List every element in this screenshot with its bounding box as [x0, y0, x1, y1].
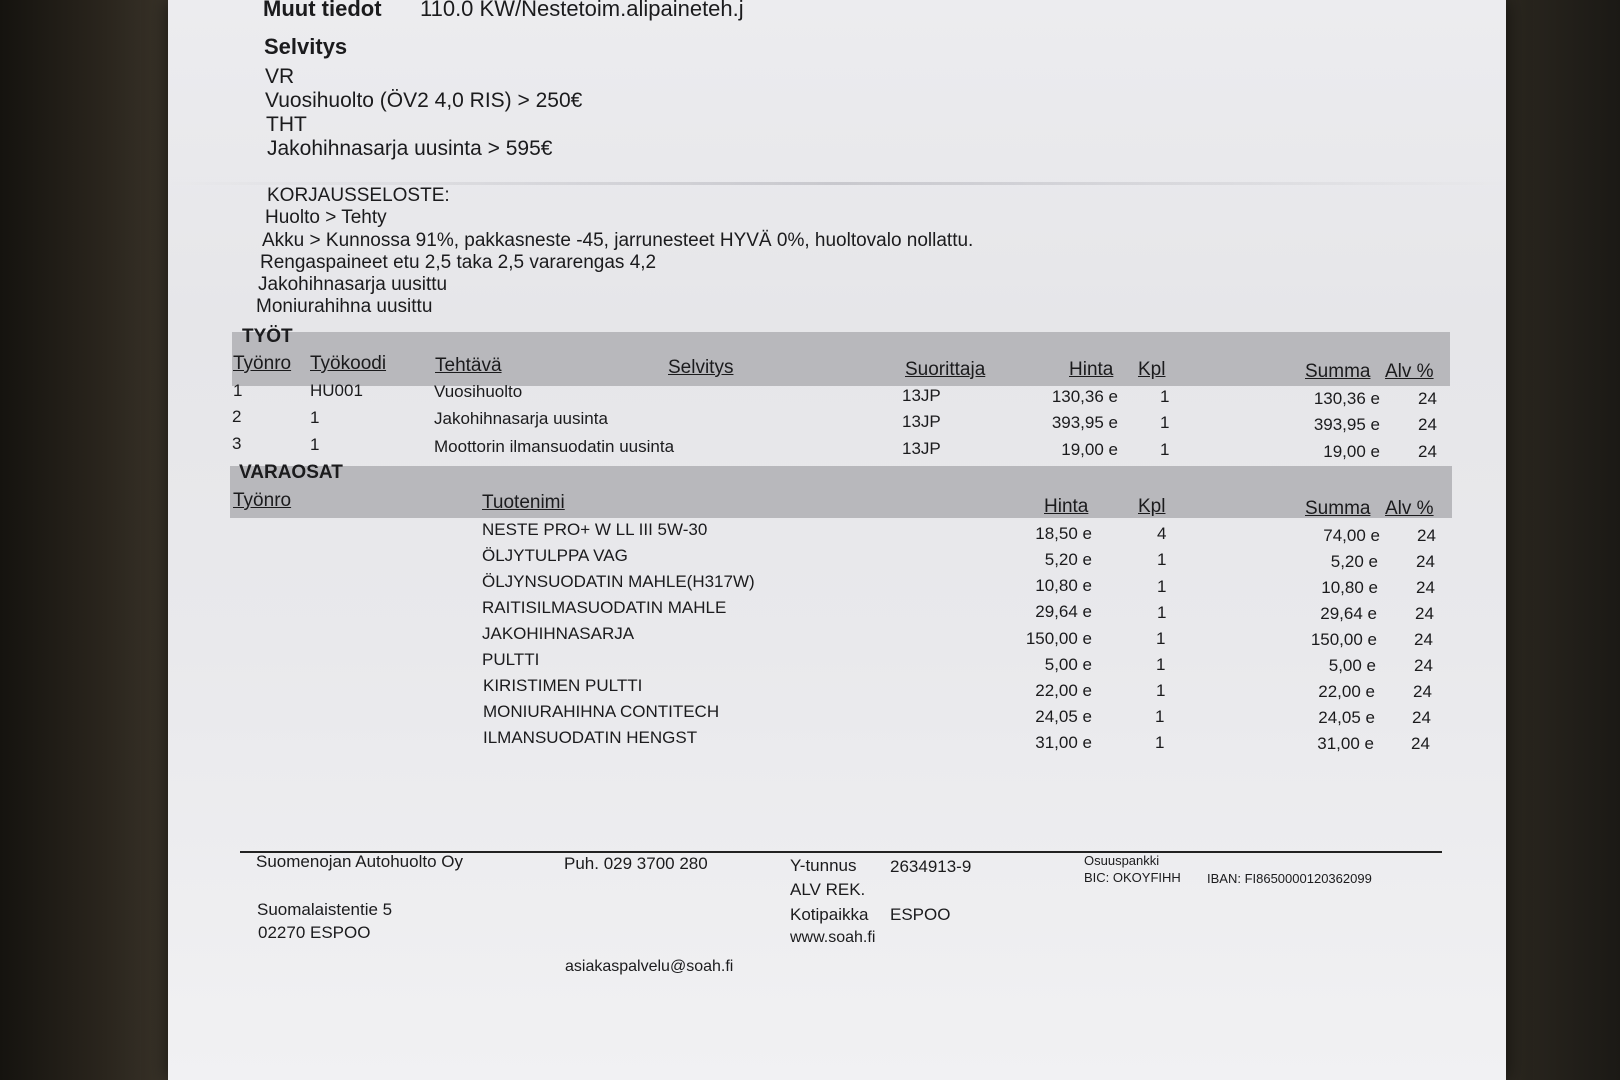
selvitys-line: VR	[265, 65, 295, 88]
varaosat-cell-hinta: 18,50 e	[1035, 524, 1092, 543]
tyot-cell-suorittaja: 13JP	[902, 386, 941, 405]
varaosat-col-kpl: Kpl	[1138, 496, 1166, 517]
selvitys-line: Jakohihnasarja uusinta > 595€	[267, 137, 553, 160]
muut-tiedot-value: 110.0 KW/Nestetoim.alipaineteh.j	[420, 0, 744, 21]
varaosat-cell-summa: 5,20 e	[1330, 552, 1378, 571]
varaosat-col-tyonro: Työnro	[233, 490, 292, 511]
varaosat-cell-tuotenimi: ÖLJYNSUODATIN MAHLE(H317W)	[482, 572, 755, 591]
background-left	[0, 0, 175, 1080]
selvitys-line: THT	[266, 113, 307, 136]
tyot-title: TYÖT	[242, 326, 293, 347]
korjausseloste-line: Huolto > Tehty	[265, 207, 387, 228]
background-right	[1495, 0, 1620, 1080]
varaosat-title: VARAOSAT	[239, 462, 343, 483]
varaosat-cell-hinta: 29,64 e	[1035, 602, 1092, 621]
varaosat-cell-summa: 5,00 e	[1328, 656, 1376, 675]
tyot-cell-tyonro: 1	[233, 381, 243, 400]
tyot-cell-tyokoodi: 1	[310, 435, 320, 454]
tyot-cell-kpl: 1	[1160, 387, 1170, 406]
varaosat-cell-alv: 24	[1416, 552, 1435, 571]
varaosat-col-summa: Summa	[1305, 498, 1371, 519]
footer-kotipaikka-label: Kotipaikka	[790, 905, 869, 924]
varaosat-cell-kpl: 1	[1157, 603, 1167, 622]
muut-tiedot-label: Muut tiedot	[263, 0, 382, 21]
tyot-cell-tyokoodi: HU001	[310, 381, 363, 400]
tyot-cell-alv: 24	[1418, 389, 1437, 408]
footer-iban: IBAN: FI8650000120362099	[1207, 871, 1372, 886]
varaosat-cell-alv: 24	[1417, 526, 1436, 545]
korjausseloste-title: KORJAUSSELOSTE:	[267, 185, 450, 206]
varaosat-cell-alv: 24	[1414, 630, 1433, 649]
varaosat-cell-summa: 31,00 e	[1317, 734, 1374, 753]
varaosat-cell-kpl: 1	[1155, 733, 1165, 752]
tyot-cell-kpl: 1	[1160, 413, 1170, 432]
tyot-cell-tyonro: 3	[232, 434, 242, 453]
varaosat-col-alv: Alv %	[1385, 498, 1434, 519]
varaosat-cell-kpl: 1	[1157, 577, 1167, 596]
footer-street: Suomalaistentie 5	[257, 900, 393, 919]
tyot-cell-summa: 19,00 e	[1323, 442, 1380, 461]
footer-bank: Osuuspankki	[1084, 853, 1160, 868]
footer-alv-rek: ALV REK.	[790, 880, 866, 899]
korjausseloste-line: Jakohihnasarja uusittu	[258, 274, 448, 295]
tyot-cell-summa: 130,36 e	[1313, 389, 1380, 408]
tyot-cell-suorittaja: 13JP	[902, 439, 941, 458]
tyot-col-tyokoodi: Työkoodi	[310, 353, 387, 374]
varaosat-cell-tuotenimi: ILMANSUODATIN HENGST	[483, 728, 698, 747]
varaosat-cell-summa: 29,64 e	[1320, 604, 1377, 623]
varaosat-cell-summa: 22,00 e	[1318, 682, 1375, 701]
varaosat-cell-tuotenimi: RAITISILMASUODATIN MAHLE	[482, 598, 727, 617]
selvitys-line: Vuosihuolto (ÖV2 4,0 RIS) > 250€	[265, 89, 583, 112]
varaosat-cell-kpl: 4	[1157, 524, 1167, 543]
varaosat-cell-tuotenimi: MONIURAHIHNA CONTITECH	[483, 702, 720, 721]
footer-bic: BIC: OKOYFIHH	[1084, 870, 1181, 885]
varaosat-cell-kpl: 1	[1155, 707, 1165, 726]
tyot-cell-tehtava: Jakohihnasarja uusinta	[434, 409, 608, 428]
varaosat-cell-hinta: 22,00 e	[1035, 681, 1092, 700]
tyot-col-tyonro: Työnro	[233, 353, 292, 374]
varaosat-cell-summa: 10,80 e	[1321, 578, 1378, 597]
varaosat-cell-kpl: 1	[1157, 550, 1167, 569]
footer-phone: Puh. 029 3700 280	[564, 854, 708, 873]
tyot-header-band	[232, 332, 1450, 386]
footer-web: www.soah.fi	[790, 929, 876, 946]
footer-ytunnus-label: Y-tunnus	[790, 856, 857, 875]
varaosat-col-tuotenimi: Tuotenimi	[482, 492, 565, 513]
footer-company: Suomenojan Autohuolto Oy	[256, 852, 463, 871]
tyot-col-hinta: Hinta	[1069, 359, 1114, 380]
tyot-col-kpl: Kpl	[1138, 359, 1166, 380]
varaosat-cell-summa: 24,05 e	[1318, 708, 1375, 727]
tyot-cell-tehtava: Moottorin ilmansuodatin uusinta	[434, 437, 675, 456]
tyot-col-suorittaja: Suorittaja	[905, 359, 986, 380]
varaosat-cell-alv: 24	[1416, 578, 1435, 597]
footer-postal: 02270 ESPOO	[258, 923, 371, 942]
varaosat-cell-summa: 150,00 e	[1310, 630, 1377, 649]
varaosat-cell-hinta: 150,00 e	[1025, 629, 1092, 648]
varaosat-cell-alv: 24	[1414, 656, 1433, 675]
footer-ytunnus-value: 2634913-9	[890, 857, 972, 876]
selvitys-title: Selvitys	[264, 34, 348, 59]
varaosat-cell-tuotenimi: ÖLJYTULPPA VAG	[482, 546, 628, 565]
varaosat-col-hinta: Hinta	[1044, 496, 1089, 517]
varaosat-cell-hinta: 10,80 e	[1035, 576, 1092, 595]
footer-kotipaikka-value: ESPOO	[890, 905, 951, 924]
varaosat-cell-alv: 24	[1413, 682, 1432, 701]
tyot-cell-hinta: 393,95 e	[1051, 413, 1118, 432]
tyot-cell-tyonro: 2	[232, 407, 242, 426]
tyot-cell-alv: 24	[1418, 415, 1437, 434]
varaosat-cell-hinta: 31,00 e	[1035, 733, 1092, 752]
tyot-col-summa: Summa	[1305, 361, 1371, 382]
varaosat-cell-kpl: 1	[1156, 629, 1166, 648]
varaosat-cell-tuotenimi: JAKOHIHNASARJA	[482, 624, 635, 643]
tyot-cell-tehtava: Vuosihuolto	[434, 382, 523, 401]
tyot-cell-suorittaja: 13JP	[902, 412, 941, 431]
tyot-col-alv: Alv %	[1385, 361, 1434, 382]
varaosat-cell-kpl: 1	[1156, 681, 1166, 700]
tyot-cell-tyokoodi: 1	[310, 408, 320, 427]
varaosat-cell-alv: 24	[1411, 734, 1430, 753]
varaosat-cell-kpl: 1	[1156, 655, 1166, 674]
tyot-cell-kpl: 1	[1160, 440, 1170, 459]
varaosat-cell-hinta: 5,20 e	[1044, 550, 1092, 569]
varaosat-cell-alv: 24	[1412, 708, 1431, 727]
footer-email: asiakaspalvelu@soah.fi	[565, 958, 734, 975]
tyot-cell-alv: 24	[1418, 442, 1437, 461]
varaosat-cell-hinta: 5,00 e	[1044, 655, 1092, 674]
tyot-cell-hinta: 19,00 e	[1061, 440, 1118, 459]
varaosat-cell-hinta: 24,05 e	[1035, 707, 1092, 726]
korjausseloste-line: Akku > Kunnossa 91%, pakkasneste -45, jarrunesteet HYVÄ 0%, huoltovalo nollattu.	[262, 230, 974, 251]
varaosat-cell-alv: 24	[1415, 604, 1434, 623]
korjausseloste-line: Moniurahihna uusittu	[256, 296, 433, 317]
tyot-cell-hinta: 130,36 e	[1051, 387, 1118, 406]
varaosat-cell-tuotenimi: PULTTI	[482, 650, 540, 669]
varaosat-cell-tuotenimi: KIRISTIMEN PULTTI	[483, 676, 643, 695]
varaosat-header-band	[230, 466, 1452, 518]
korjausseloste-line: Rengaspaineet etu 2,5 taka 2,5 vararengas 4,2	[260, 252, 657, 273]
tyot-col-selvitys: Selvitys	[668, 357, 734, 378]
tyot-cell-summa: 393,95 e	[1313, 415, 1380, 434]
tyot-col-tehtava: Tehtävä	[435, 355, 502, 376]
varaosat-cell-tuotenimi: NESTE PRO+ W LL III 5W-30	[482, 520, 708, 539]
varaosat-cell-summa: 74,00 e	[1323, 526, 1380, 545]
